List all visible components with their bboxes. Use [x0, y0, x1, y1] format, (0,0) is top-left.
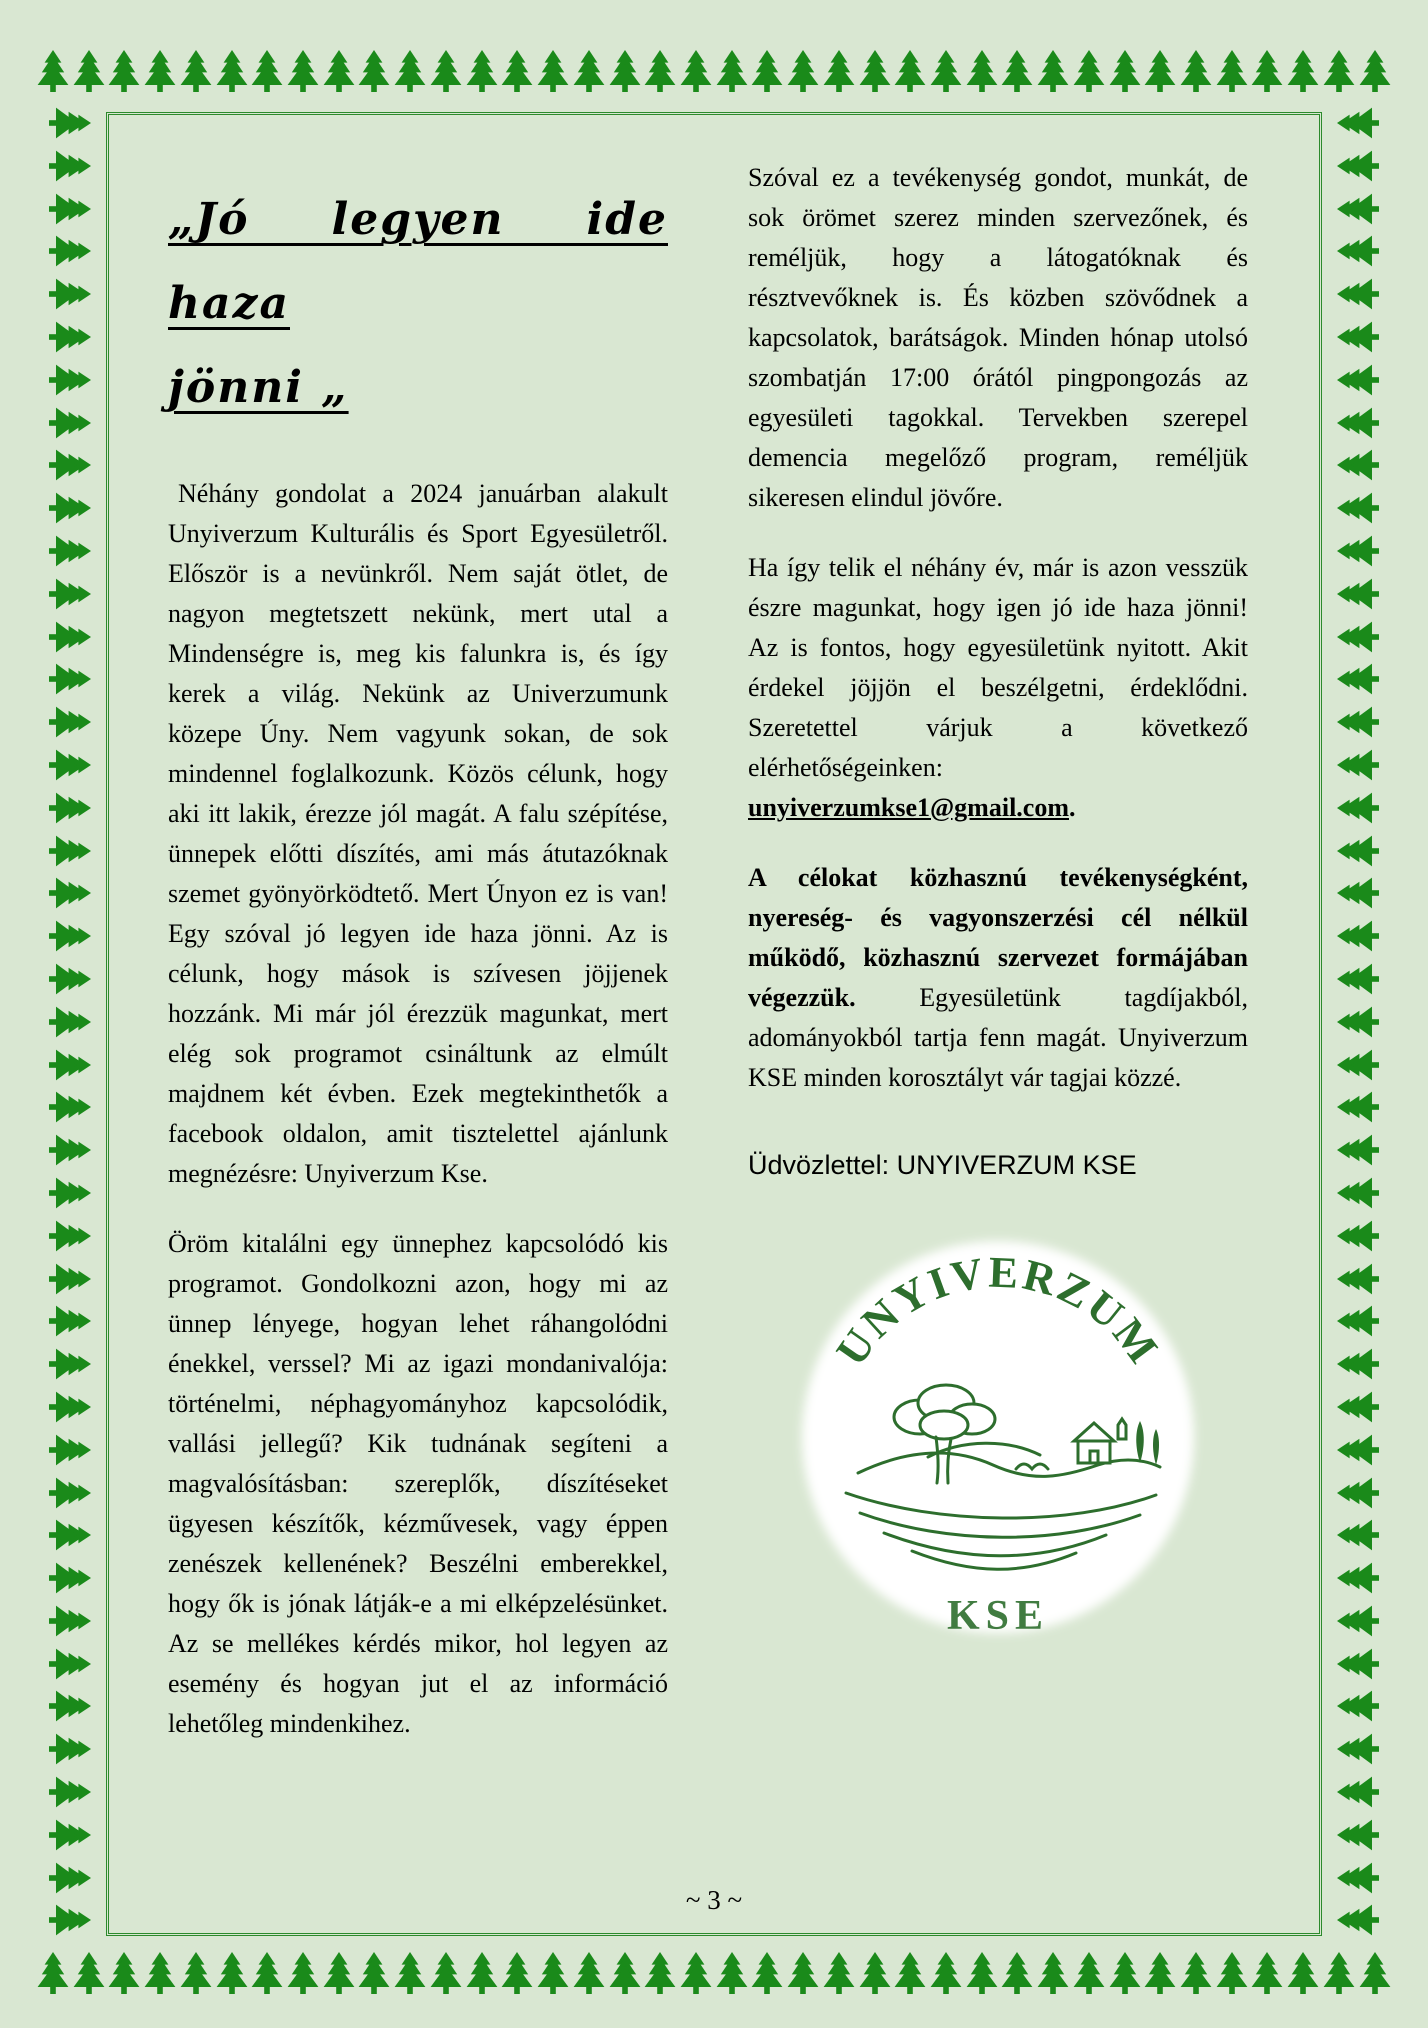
pine-tree-icon	[49, 1219, 91, 1253]
pine-tree-icon	[1337, 448, 1379, 482]
pine-tree-icon	[1337, 1604, 1379, 1638]
pine-tree-icon	[858, 1952, 892, 1994]
pine-tree-icon	[322, 50, 356, 92]
border-trees-bottom	[36, 1952, 1392, 1994]
pine-tree-icon	[715, 1952, 749, 1994]
pine-tree-icon	[893, 50, 927, 92]
pine-tree-icon	[1337, 1090, 1379, 1124]
pine-tree-icon	[572, 50, 606, 92]
pine-tree-icon	[215, 50, 249, 92]
pine-tree-icon	[465, 1952, 499, 1994]
pine-tree-icon	[49, 962, 91, 996]
pine-tree-icon	[750, 1952, 784, 1994]
article-title-line-1: „Jó legyen ide haza	[168, 194, 668, 329]
pine-tree-icon	[929, 50, 963, 92]
pine-tree-icon	[49, 1176, 91, 1210]
left-column	[168, 168, 668, 1774]
pine-tree-icon	[49, 1732, 91, 1766]
pine-tree-icon	[179, 1952, 213, 1994]
pine-tree-icon	[49, 234, 91, 268]
pine-tree-icon	[1337, 1347, 1379, 1381]
pine-tree-icon	[49, 1604, 91, 1638]
pine-tree-icon	[1337, 1818, 1379, 1852]
pine-tree-icon	[49, 1347, 91, 1381]
right-paragraph-1: Szóval ez a tevékenység gondot, munkát, de sok örömet szerez minden szervezőnek, és reméljük, hogy a látogatóknak és résztvevőknek is. És közben szövődnek a kapcsolatok, barátságok. Minden hónap utolsó szombatján 17:00 órától pingpongozás az egyesületi tagokkal. Tervekben szerepel demencia megelőző program, reméljük sikeresen elindul jövőre.	[748, 163, 1248, 512]
left-paragraph-2: Öröm kitalálni egy ünnephez kapcsolódó kis programot. Gondolkozni azon, hogy mi az ünnep lényege, hogyan lehet ráhangolódni énekkel, verssel? Mi az igazi mondanivalója: történelmi, néphagyományhoz kapcsolódik, vallási jellegű? Kik tudnának segíteni a magvalósításban: szereplők, díszítéseket ügyesen készítők, kézművesek, vagy éppen zenészek kellenének? Beszélni emberekkel, hogy ők is jónak látják-e a mi elképzelésünket. Az se mellékes kérdés mikor, hol legyen az esemény és hogyan jut el az információ lehetőleg mindenkihez.	[168, 1229, 668, 1738]
pine-tree-icon	[1143, 50, 1177, 92]
pine-tree-icon	[643, 50, 677, 92]
pine-tree-icon	[49, 919, 91, 953]
pine-tree-icon	[1337, 149, 1379, 183]
pine-tree-icon	[1337, 1775, 1379, 1809]
pine-tree-icon	[49, 534, 91, 568]
pine-tree-icon	[1337, 1518, 1379, 1552]
pine-tree-icon	[536, 1952, 570, 1994]
pine-tree-icon	[1286, 50, 1320, 92]
pine-tree-icon	[49, 106, 91, 140]
pine-tree-icon	[49, 705, 91, 739]
signoff-text: Üdvözlettel: UNYIVERZUM KSE	[748, 1150, 1137, 1180]
pine-tree-icon	[49, 1262, 91, 1296]
pine-tree-icon	[822, 50, 856, 92]
pine-tree-icon	[49, 277, 91, 311]
pine-tree-icon	[1337, 1176, 1379, 1210]
pine-tree-icon	[679, 50, 713, 92]
pine-tree-icon	[608, 1952, 642, 1994]
pine-tree-icon	[500, 50, 534, 92]
pine-tree-icon	[107, 50, 141, 92]
pine-tree-icon	[49, 1304, 91, 1338]
pine-tree-icon	[286, 1952, 320, 1994]
pine-tree-icon	[250, 50, 284, 92]
pine-tree-icon	[215, 1952, 249, 1994]
pine-tree-icon	[429, 1952, 463, 1994]
pine-tree-icon	[1337, 1005, 1379, 1039]
pine-tree-icon	[1215, 50, 1249, 92]
article-title	[168, 178, 668, 430]
pine-tree-icon	[1179, 1952, 1213, 1994]
pine-tree-icon	[1337, 1262, 1379, 1296]
border-trees-left	[48, 102, 92, 1942]
pine-tree-icon	[1358, 1952, 1392, 1994]
pine-tree-icon	[1322, 1952, 1356, 1994]
pine-tree-icon	[572, 1952, 606, 1994]
pine-tree-icon	[49, 1090, 91, 1124]
pine-tree-icon	[49, 1775, 91, 1809]
pine-tree-icon	[1337, 662, 1379, 696]
border-trees-right	[1336, 102, 1380, 1942]
pine-tree-icon	[49, 1818, 91, 1852]
pine-tree-icon	[49, 1561, 91, 1595]
pine-tree-icon	[1337, 277, 1379, 311]
pine-tree-icon	[1337, 919, 1379, 953]
pine-tree-icon	[1337, 192, 1379, 226]
pine-tree-icon	[49, 320, 91, 354]
pine-tree-icon	[1072, 1952, 1106, 1994]
pine-tree-icon	[1337, 406, 1379, 440]
pine-tree-icon	[1143, 1952, 1177, 1994]
pine-tree-icon	[1250, 1952, 1284, 1994]
paragraph-text: Ha így telik el néhány év, már is azon vesszük észre magunkat, hogy igen jó ide haza jönni! Az is fontos, hogy egyesületünk nyitott. Akit érdekel jöjjön el beszélgetni, érdeklődni. Szeretettel várjuk a következő elérhetőségeinken:	[748, 553, 1248, 782]
club-logo	[788, 1227, 1208, 1652]
right-paragraph-2	[748, 548, 1248, 828]
club-logo-graphic	[788, 1227, 1208, 1647]
pine-tree-icon	[1337, 320, 1379, 354]
pine-tree-icon	[1337, 1732, 1379, 1766]
pine-tree-icon	[1179, 50, 1213, 92]
pine-tree-icon	[49, 834, 91, 868]
article-title-line-2: jönni „	[168, 362, 349, 413]
pine-tree-icon	[49, 1433, 91, 1467]
pine-tree-icon	[72, 1952, 106, 1994]
pine-tree-icon	[1337, 705, 1379, 739]
pine-tree-icon	[49, 662, 91, 696]
email-period: .	[1069, 793, 1076, 822]
pine-tree-icon	[1215, 1952, 1249, 1994]
pine-tree-icon	[929, 1952, 963, 1994]
pine-tree-icon	[357, 50, 391, 92]
pine-tree-icon	[1337, 363, 1379, 397]
pine-tree-icon	[357, 1952, 391, 1994]
logo-bottom-label: KSE	[946, 1593, 1050, 1639]
pine-tree-icon	[49, 620, 91, 654]
pine-tree-icon	[1358, 50, 1392, 92]
pine-tree-icon	[49, 1476, 91, 1510]
pine-tree-icon	[858, 50, 892, 92]
pine-tree-icon	[49, 577, 91, 611]
pine-tree-icon	[36, 50, 70, 92]
pine-tree-icon	[393, 1952, 427, 1994]
pine-tree-icon	[322, 1952, 356, 1994]
pine-tree-icon	[822, 1952, 856, 1994]
pine-tree-icon	[1108, 1952, 1142, 1994]
pine-tree-icon	[250, 1952, 284, 1994]
pine-tree-icon	[786, 1952, 820, 1994]
pine-tree-icon	[500, 1952, 534, 1994]
pine-tree-icon	[750, 50, 784, 92]
pine-tree-icon	[143, 1952, 177, 1994]
pine-tree-icon	[1337, 106, 1379, 140]
pine-tree-icon	[1337, 1304, 1379, 1338]
pine-tree-icon	[715, 50, 749, 92]
pine-tree-icon	[1036, 1952, 1070, 1994]
left-paragraph-1: Néhány gondolat a 2024 januárban alakult Unyiverzum Kulturális és Sport Egyesületről. Először is a nevünkről. Nem saját ötlet, de nagyon megtetszett nekünk, mert utal a Mindenségre is, meg kis falunkra is, és így kerek a világ. Nekünk az Univerzumunk közepe Úny. Nem vagyunk sokan, de sok mindennel foglalkozunk. Közös célunk, hogy aki itt lakik, érezze jól magát. A falu szépítése, ünnepek előtti díszítés, ami más átutazóknak szemet gyönyörködtető. Mert Únyon ez is van! Egy szóval jó legyen ide haza jönni. Az is célunk, hogy mások is szívesen jöjjenek hozzánk. Mi már jól érezzük magunkat, mert elég sok programot csináltunk az elmúlt majdnem két évben. Ezek megtekinthetők a facebook oldalon, amit tisztelettel ajánlunk megnézésre: Unyiverzum Kse.	[168, 479, 668, 1188]
pine-tree-icon	[679, 1952, 713, 1994]
pine-tree-icon	[1337, 1133, 1379, 1167]
pine-tree-icon	[643, 1952, 677, 1994]
pine-tree-icon	[1337, 577, 1379, 611]
pine-tree-icon	[1337, 620, 1379, 654]
pine-tree-icon	[49, 406, 91, 440]
pine-tree-icon	[1036, 50, 1070, 92]
page-number: ~ 3 ~	[685, 1885, 743, 1915]
pine-tree-icon	[179, 50, 213, 92]
pine-tree-icon	[1337, 962, 1379, 996]
pine-tree-icon	[1337, 748, 1379, 782]
border-trees-top	[36, 50, 1392, 92]
pine-tree-icon	[49, 1048, 91, 1082]
pine-tree-icon	[1337, 1647, 1379, 1681]
pine-tree-icon	[1337, 234, 1379, 268]
pine-tree-icon	[49, 1390, 91, 1424]
pine-tree-icon	[72, 50, 106, 92]
pine-tree-icon	[786, 50, 820, 92]
pine-tree-icon	[1337, 534, 1379, 568]
pine-tree-icon	[143, 50, 177, 92]
pine-tree-icon	[49, 1133, 91, 1167]
pine-tree-icon	[49, 791, 91, 825]
logo-circle	[802, 1241, 1194, 1633]
pine-tree-icon	[107, 1952, 141, 1994]
pine-tree-icon	[49, 1689, 91, 1723]
pine-tree-icon	[1337, 876, 1379, 910]
pine-tree-icon	[1337, 1433, 1379, 1467]
pine-tree-icon	[49, 149, 91, 183]
pine-tree-icon	[1337, 791, 1379, 825]
logo-top-label: UNYIVERZUM	[826, 1247, 1170, 1375]
pine-tree-icon	[1250, 50, 1284, 92]
pine-tree-icon	[49, 491, 91, 525]
pine-tree-icon	[49, 1005, 91, 1039]
pine-tree-icon	[1108, 50, 1142, 92]
right-column	[748, 158, 1248, 1652]
pine-tree-icon	[49, 1518, 91, 1552]
pine-tree-icon	[429, 50, 463, 92]
paragraph-bold-text: A célokat közhasznú tevékenységként, nyereség- és vagyonszerzési cél nélkül működő, közhasznú szervezet formájában végezzük.	[748, 863, 1248, 1012]
pine-tree-icon	[49, 448, 91, 482]
pine-tree-icon	[286, 50, 320, 92]
pine-tree-icon	[608, 50, 642, 92]
pine-tree-icon	[1337, 1390, 1379, 1424]
pine-tree-icon	[893, 1952, 927, 1994]
pine-tree-icon	[965, 1952, 999, 1994]
pine-tree-icon	[393, 50, 427, 92]
pine-tree-icon	[36, 1952, 70, 1994]
pine-tree-icon	[965, 50, 999, 92]
pine-tree-icon	[1337, 1561, 1379, 1595]
pine-tree-icon	[49, 192, 91, 226]
pine-tree-icon	[1337, 1689, 1379, 1723]
pine-tree-icon	[1000, 50, 1034, 92]
pine-tree-icon	[536, 50, 570, 92]
pine-tree-icon	[1072, 50, 1106, 92]
pine-tree-icon	[465, 50, 499, 92]
pine-tree-icon	[1286, 1952, 1320, 1994]
pine-tree-icon	[1337, 834, 1379, 868]
pine-tree-icon	[1337, 491, 1379, 525]
email-link[interactable]: unyiverzumkse1@gmail.com	[748, 793, 1069, 822]
pine-tree-icon	[49, 1647, 91, 1681]
pine-tree-icon	[49, 748, 91, 782]
pine-tree-icon	[1322, 50, 1356, 92]
pine-tree-icon	[1337, 1048, 1379, 1082]
pine-tree-icon	[49, 363, 91, 397]
pine-tree-icon	[1000, 1952, 1034, 1994]
paragraph-normal-text: Egyesületünk tagdíjakból, adományokból tartja fenn magát. Unyiverzum KSE minden korosztályt vár tagjai közzé.	[748, 983, 1248, 1092]
pine-tree-icon	[1337, 1219, 1379, 1253]
pine-tree-icon	[49, 876, 91, 910]
pine-tree-icon	[1337, 1476, 1379, 1510]
right-paragraph-3	[748, 858, 1248, 1098]
